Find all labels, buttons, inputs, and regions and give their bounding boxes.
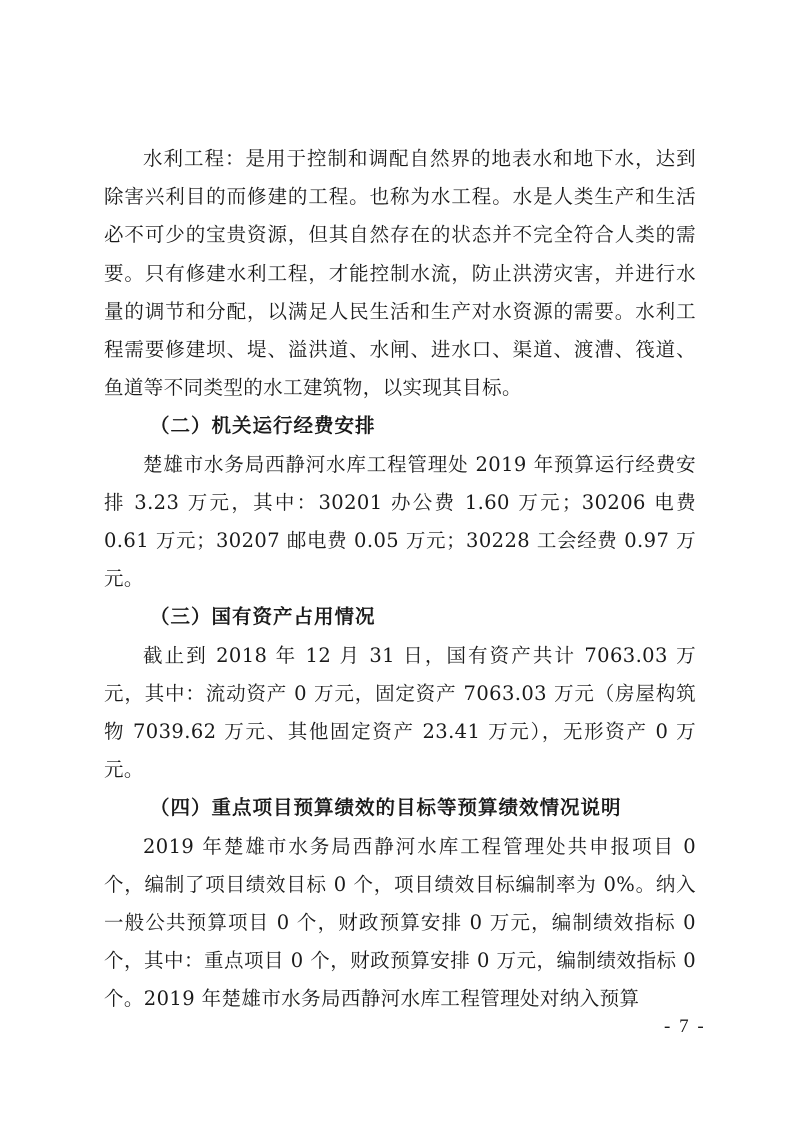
paragraph-operating-expenses: 楚雄市水务局西静河水库工程管理处 2019 年预算运行经费安排 3.23 万元，其中：30201 办公费 1.60 万元；30206 电费 0.61 万元；30207 邮电费 0.05 万元；30228 工会经费 0.97 万元。 [104,452,696,591]
paragraph-performance-goals: 2019 年楚雄市水务局西静河水库工程管理处共申报项目 0 个，编制了项目绩效目标 0 个，项目绩效目标编制率为 0%。纳入一般公共预算项目 0 个，财政预算安排 0 万元，编制绩效指标 0 个，其中：重点项目 0 个，财政预算安排 0 万元，编制绩效指标 0 个。2019 年楚雄市水务局西静河水库工程管理处对纳入预算 [104,834,696,1011]
paragraph-water-engineering: 水利工程：是用于控制和调配自然界的地表水和地下水，达到除害兴利目的而修建的工程。也称为水工程。水是人类生产和生活必不可少的宝贵资源，但其自然存在的状态并不完全符合人类的需要。只有修建水利工程，才能控制水流，防止洪涝灾害，并进行水量的调节和分配，以满足人民生活和生产对水资源的需要。水利工程需要修建坝、堤、溢洪道、水闸、进水口、渠道、渡漕、筏道、鱼道等不同类型的水工建筑物，以实现其目标。 [104,147,696,400]
page-number: - 7 - [664,1016,706,1037]
paragraph-state-assets: 截止到 2018 年 12 月 31 日，国有资产共计 7063.03 万元，其中：流动资产 0 万元，固定资产 7063.03 万元（房屋构筑物 7039.62 万元、其他固定资产 23.41 万元），无形资产 0 万元。 [104,643,696,782]
section-heading-performance-goals: （四）重点项目预算绩效的目标等预算绩效情况说明 [150,796,622,820]
section-heading-state-assets: （三）国有资产占用情况 [150,605,376,629]
document-body [104,140,696,1019]
section-heading-operating-expenses: （二）机关运行经费安排 [150,414,376,438]
